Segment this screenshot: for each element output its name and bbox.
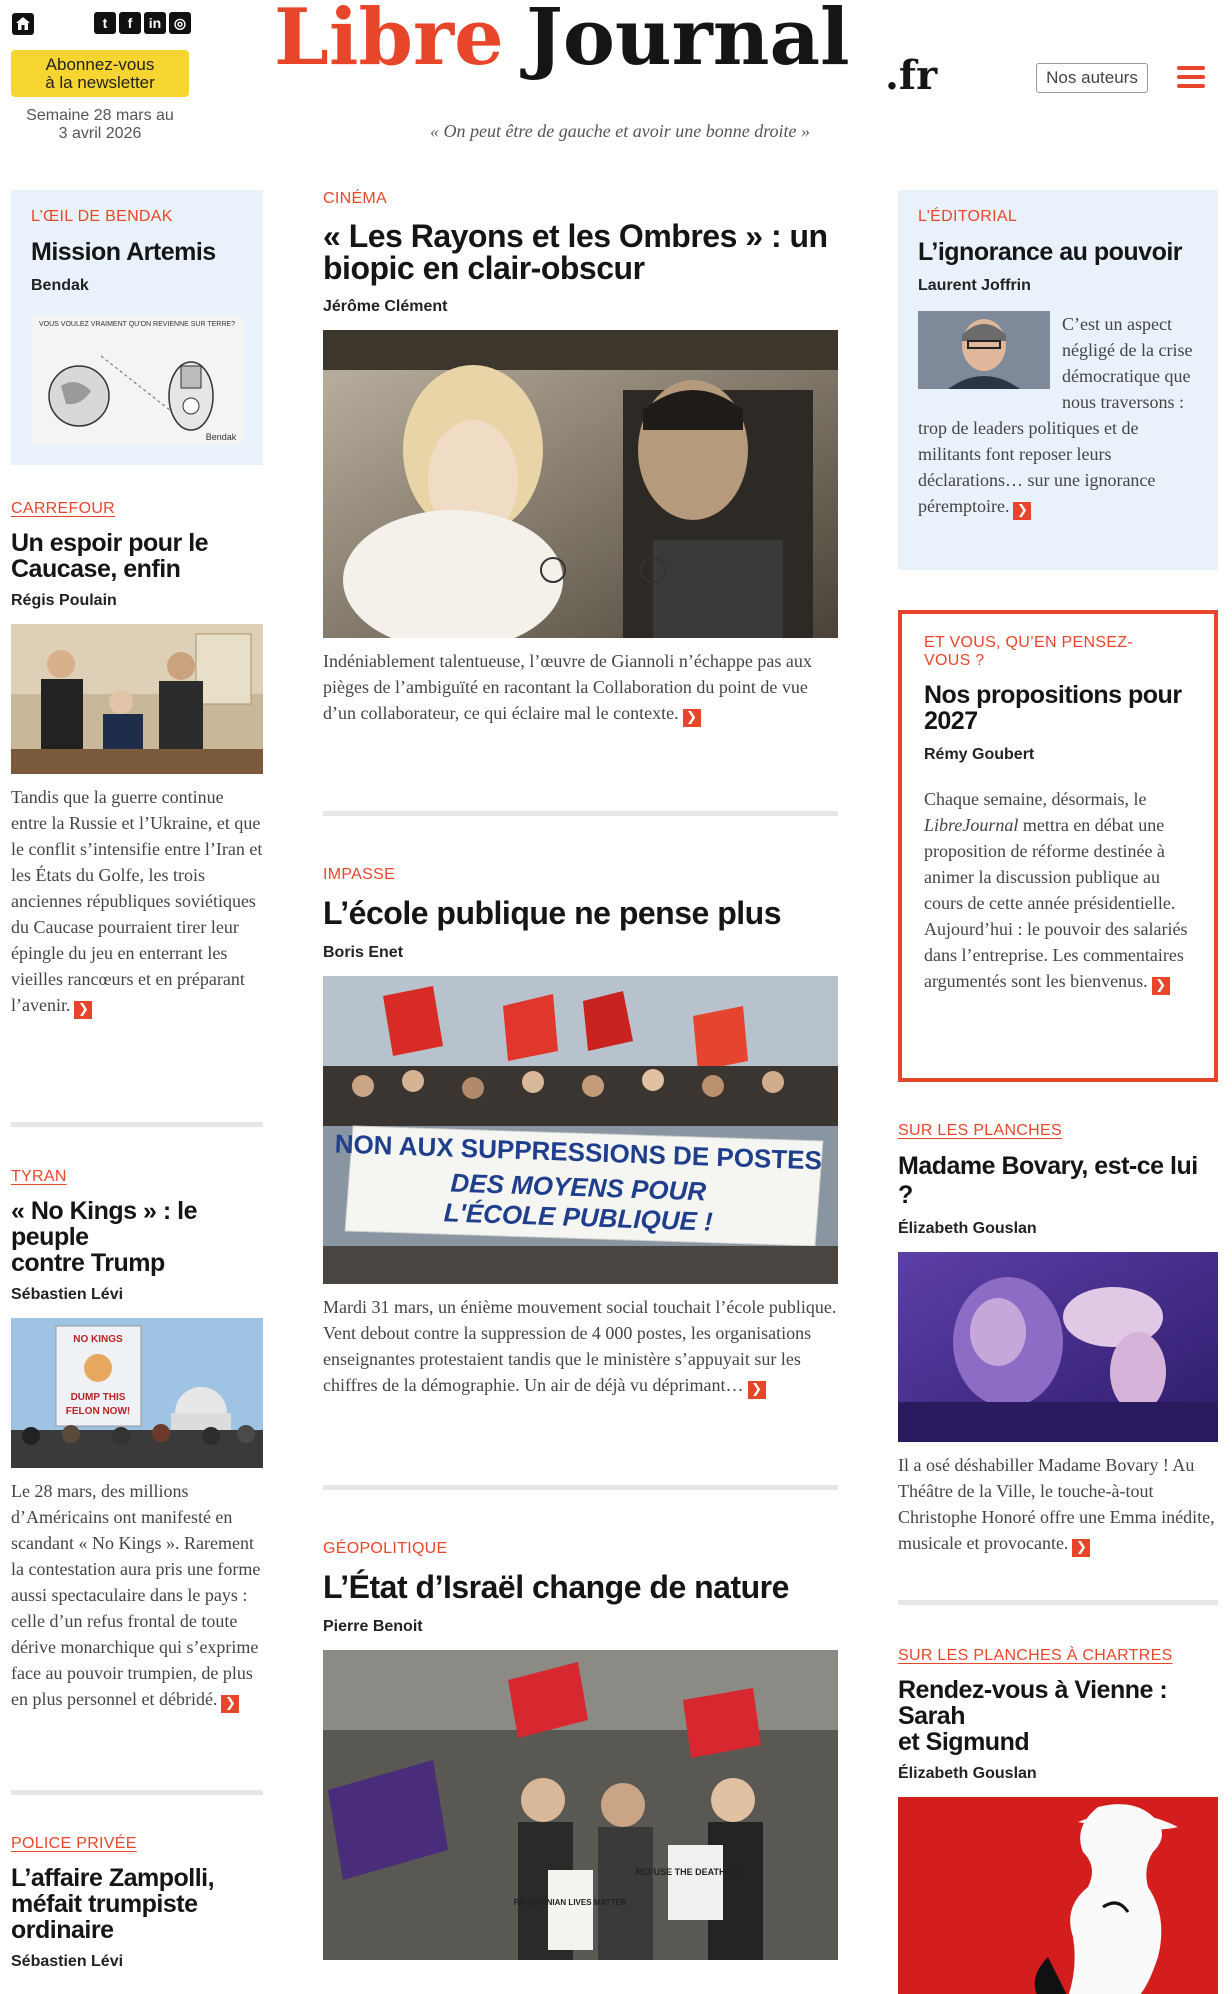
linkedin-icon[interactable]: in — [144, 12, 166, 34]
planches-article — [898, 1122, 1218, 1557]
geo-title[interactable]: L’État d’Israël change de nature — [323, 1569, 789, 1605]
chartres-author[interactable]: Élizabeth Gouslan — [898, 1765, 1037, 1782]
debate-kicker — [924, 634, 1194, 670]
sign-line-2: DUMP THIS — [70, 1392, 126, 1403]
read-more-arrow-icon[interactable]: ❯ — [1072, 1539, 1090, 1557]
geo-sign-1: REFUSE THE DEATH CULT! — [635, 1867, 755, 1877]
site-header — [0, 0, 1232, 180]
read-more-arrow-icon[interactable]: ❯ — [221, 1695, 239, 1713]
debate-title-2: 2027 — [924, 707, 978, 735]
authors-button[interactable]: Nos auteurs — [1036, 63, 1148, 93]
bendak-kicker: L’ŒIL DE BENDAK — [31, 208, 173, 225]
cinema-title-1: « Les Rayons et les Ombres » : un — [323, 218, 828, 254]
week-line-1: Semaine 28 mars au — [26, 107, 174, 124]
carrefour-excerpt — [11, 784, 263, 1019]
newsletter-label-2: à la newsletter — [45, 72, 155, 92]
instagram-icon[interactable]: ◎ — [169, 12, 191, 34]
read-more-arrow-icon[interactable]: ❯ — [1152, 977, 1170, 995]
impasse-excerpt-text: Mardi 31 mars, un énième mouvement social touchait l’école publique. Vent debout contre la suppression de 4 000 postes, les organisations enseignantes protestaient tandis que le ministère s’appuyait sur les chiffres de la démographie. Un air de déjà vu déprimant… — [323, 1297, 837, 1395]
tyran-excerpt — [11, 1478, 263, 1713]
editorial-excerpt-rest: que nous traversons : trop de leaders politiques et de militants font reposer leurs déclarations… sur une ignorance péremptoire. — [918, 366, 1191, 516]
impasse-article — [323, 866, 838, 1399]
planches-kicker[interactable]: SUR LES PLANCHES — [898, 1122, 1062, 1139]
debate-title-1: Nos propositions pour — [924, 681, 1182, 709]
debate-excerpt-after: mettra en débat une proposition de réforme destinée à animer la discussion publique au cours de cette année présidentielle. Aujourd’hui : le pouvoir des salariés dans l’entreprise. Les commentaires argumentés sont les bienvenus. — [924, 815, 1188, 991]
newsletter-label-1: Abonnez-vous — [45, 54, 155, 74]
debate-title[interactable] — [924, 682, 1194, 734]
cinema-article — [323, 190, 838, 727]
newsletter-button[interactable] — [11, 50, 189, 97]
geo-kicker[interactable]: GÉOPOLITIQUE — [323, 1540, 448, 1557]
chartres-kicker[interactable]: SUR LES PLANCHES À CHARTRES — [898, 1647, 1173, 1664]
facebook-icon[interactable]: f — [119, 12, 141, 34]
cinema-excerpt — [323, 648, 838, 727]
carrefour-kicker[interactable]: CARREFOUR — [11, 500, 116, 517]
chartres-title[interactable] — [898, 1677, 1218, 1755]
debate-excerpt-italic: LibreJournal — [924, 815, 1019, 835]
cinema-title-2: biopic en clair-obscur — [323, 250, 645, 286]
hamburger-menu-icon[interactable] — [1177, 66, 1205, 88]
sign-line-3: FELON NOW! — [65, 1406, 131, 1417]
banner-line-2: DES MOYENS POUR — [450, 1167, 707, 1207]
planches-photo[interactable] — [898, 1252, 1218, 1442]
carrefour-author[interactable]: Régis Poulain — [11, 592, 117, 609]
tyran-excerpt-text: Le 28 mars, des millions d’Américains ont manifesté en scandant « No Kings ». Rarement la contestation aura pris une forme aussi spectaculaire dans le pays : celle d’un refus frontal de toute dérive monarchique qui s’exprime face au pouvoir trumpien, de plus en plus personnel et débridé. — [11, 1481, 261, 1709]
cinema-title[interactable] — [323, 220, 838, 284]
debate-excerpt — [924, 786, 1194, 995]
carrefour-photo[interactable] — [11, 624, 263, 774]
cartoon-signature: Bendak — [205, 432, 237, 442]
tyran-photo[interactable] — [11, 1318, 263, 1468]
cartoon-caption: VOUS VOULEZ VRAIMENT QU'ON REVIENNE SUR TERRE? — [39, 321, 235, 328]
tagline: « On peut être de gauche et avoir une bonne droite » — [429, 121, 811, 141]
editorial-excerpt — [918, 311, 1198, 520]
read-more-arrow-icon[interactable]: ❯ — [748, 1381, 766, 1399]
geo-author[interactable]: Pierre Benoit — [323, 1618, 423, 1635]
impasse-title[interactable]: L’école publique ne pense plus — [323, 895, 781, 931]
chartres-poster[interactable] — [898, 1797, 1218, 1994]
carrefour-title-2: Caucase, enfin — [11, 555, 181, 583]
tyran-kicker[interactable]: TYRAN — [11, 1168, 67, 1185]
police-kicker[interactable]: POLICE PRIVÉE — [11, 1835, 137, 1852]
geo-photo[interactable] — [323, 1650, 838, 1960]
tyran-author[interactable]: Sébastien Lévi — [11, 1286, 124, 1303]
impasse-photo[interactable] — [323, 976, 838, 1284]
read-more-arrow-icon[interactable]: ❯ — [683, 709, 701, 727]
impasse-excerpt — [323, 1294, 838, 1399]
banner-line-1: NON AUX SUPPRESSIONS DE POSTES — [334, 1128, 823, 1176]
tyran-title-1: « No Kings » : le peuple — [11, 1197, 197, 1251]
logo-fr: .fr — [885, 52, 938, 99]
logo-libre: Libre — [274, 0, 504, 83]
editorial-author-photo[interactable] — [918, 311, 1050, 389]
right-separator-1 — [898, 1600, 1218, 1605]
read-more-arrow-icon[interactable]: ❯ — [74, 1001, 92, 1019]
debate-excerpt-before: Chaque semaine, désormais, le — [924, 789, 1147, 809]
geo-sign-2: PALESTINIAN LIVES MATTER — [513, 1898, 627, 1907]
cinema-author[interactable]: Jérôme Clément — [323, 298, 448, 315]
left-separator-1 — [11, 1122, 263, 1127]
cinema-photo[interactable] — [323, 330, 838, 638]
editorial-title[interactable]: L’ignorance au pouvoir — [918, 238, 1183, 266]
bendak-title[interactable]: Mission Artemis — [31, 238, 216, 266]
logo-journal: Journal — [526, 0, 850, 83]
geo-article — [323, 1540, 838, 1960]
bendak-author[interactable]: Bendak — [31, 277, 89, 294]
carrefour-excerpt-text: Tandis que la guerre continue entre la Russie et l’Ukraine, et que le conflit s’intensifie entre l’Iran et les États du Golfe, les trois anciennes républiques soviétiques du Caucase pourraient tirer leur épingle du jeu en enterrant les vieilles rancœurs et en préparant l’avenir. — [11, 787, 263, 1015]
sign-line-1: NO KINGS — [73, 1334, 123, 1345]
tyran-title-2: contre Trump — [11, 1249, 165, 1277]
police-title-3: ordinaire — [11, 1916, 114, 1944]
planches-author[interactable]: Élizabeth Gouslan — [898, 1220, 1037, 1237]
police-title-1: L’affaire Zampolli, — [11, 1864, 215, 1892]
planches-title[interactable]: Madame Bovary, est-ce lui ? — [898, 1152, 1198, 1209]
police-article — [11, 1835, 263, 1971]
police-title-2: méfait trumpiste — [11, 1890, 198, 1918]
tyran-title[interactable] — [11, 1198, 263, 1276]
left-separator-2 — [11, 1790, 263, 1795]
impasse-author[interactable]: Boris Enet — [323, 944, 404, 961]
editorial-kicker: L’ÉDITORIAL — [918, 208, 1018, 225]
bendak-card[interactable] — [11, 190, 263, 465]
editorial-excerpt-lead: C’est un aspect négligé de la crise démocratique — [1062, 314, 1193, 386]
police-author[interactable]: Sébastien Lévi — [11, 1953, 124, 1970]
debate-kicker-2: VOUS ? — [924, 652, 985, 669]
debate-card[interactable] — [898, 610, 1218, 1082]
chartres-title-1: Rendez-vous à Vienne : Sarah — [898, 1676, 1168, 1730]
editorial-author[interactable]: Laurent Joffrin — [918, 277, 1031, 294]
read-more-arrow-icon[interactable]: ❯ — [1013, 502, 1031, 520]
twitter-icon[interactable]: t — [94, 12, 116, 34]
carrefour-title[interactable] — [11, 530, 263, 582]
editorial-card[interactable] — [898, 190, 1218, 570]
carrefour-title-1: Un espoir pour le — [11, 529, 209, 557]
planches-excerpt-text: Il a osé déshabiller Madame Bovary ! Au Théâtre de la Ville, le touche-à-tout Christophe Honoré offre une Emma inédite, musicale et provocante. — [898, 1455, 1215, 1553]
chartres-article — [898, 1647, 1218, 1994]
week-range — [8, 107, 192, 143]
center-separator-1 — [323, 811, 838, 816]
cinema-excerpt-text: Indéniablement talentueuse, l’œuvre de Giannoli n’échappe pas aux pièges de l’ambiguïté en racontant la Collaboration du point de vue d’un collaborateur, ce qui éclaire mal le contexte. — [323, 651, 812, 723]
carrefour-article — [11, 500, 263, 1019]
center-separator-2 — [323, 1485, 838, 1490]
tyran-article — [11, 1168, 263, 1713]
banner-line-3: L'ÉCOLE PUBLIQUE ! — [443, 1197, 714, 1237]
cinema-kicker[interactable]: CINÉMA — [323, 190, 388, 207]
social-links — [94, 12, 191, 34]
bendak-cartoon-image[interactable] — [31, 316, 243, 444]
debate-author[interactable]: Rémy Goubert — [924, 746, 1035, 763]
home-icon[interactable] — [11, 12, 35, 36]
chartres-title-2: et Sigmund — [898, 1728, 1030, 1756]
police-title[interactable] — [11, 1865, 263, 1943]
week-line-2: 3 avril 2026 — [58, 125, 142, 142]
debate-kicker-1: ET VOUS, QU’EN PENSEZ- — [924, 634, 1134, 651]
planches-excerpt — [898, 1452, 1218, 1557]
impasse-kicker[interactable]: IMPASSE — [323, 866, 396, 883]
